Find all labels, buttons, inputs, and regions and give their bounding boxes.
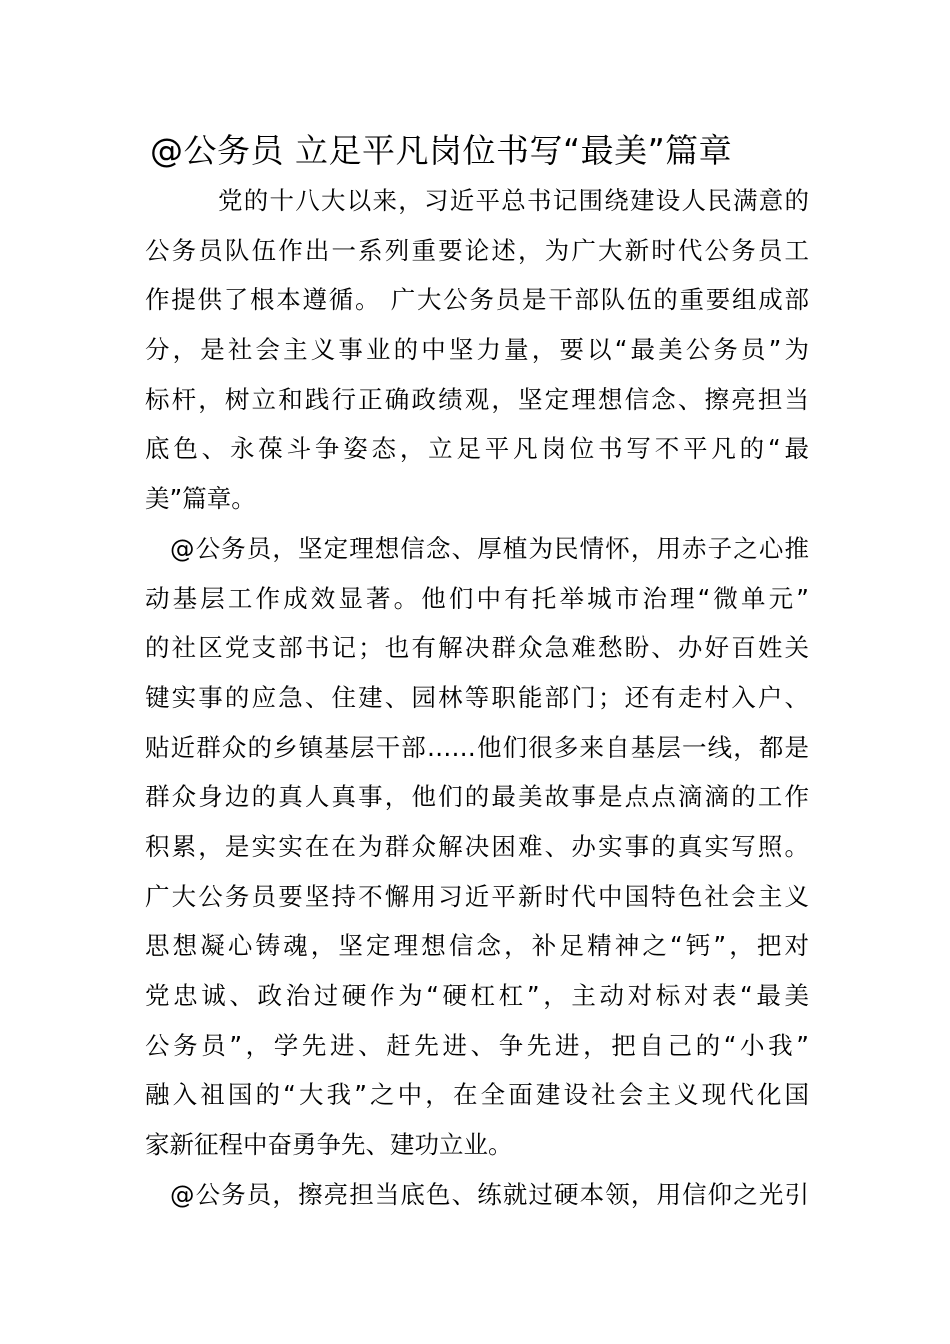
paragraph-1-line: 公务员队伍作出一系列重要论述，为广大新时代公务员工 <box>145 235 809 265</box>
paragraph-1-line: 作提供了根本遵循。 广大公务员是干部队伍的重要组成部 <box>145 285 809 315</box>
paragraph-1-line: 分，是社会主义事业的中坚力量，要以“最美公务员”为 <box>145 335 809 365</box>
paragraph-2-line: 融入祖国的“大我”之中，在全面建设社会主义现代化国 <box>145 1080 809 1110</box>
paragraph-1-line: 底色、永葆斗争姿态，立足平凡岗位书写不平凡的“最 <box>145 434 809 464</box>
paragraph-1-line: 党的十八大以来，习近平总书记围绕建设人民满意的 <box>218 186 809 215</box>
paragraph-2-line: 贴近群众的乡镇基层干部……他们很多来自基层一线，都是 <box>145 732 809 762</box>
paragraph-3-line: @公务员，擦亮担当底色、练就过硬本领，用信仰之光引 <box>170 1179 809 1209</box>
paragraph-2-line: @公务员，坚定理想信念、厚植为民情怀，用赤子之心推 <box>170 533 809 563</box>
paragraph-1-line: 标杆，树立和践行正确政绩观，坚定理想信念、擦亮担当 <box>145 384 809 414</box>
paragraph-2-line: 党忠诚、政治过硬作为“硬杠杠”，主动对标对表“最美 <box>145 981 809 1010</box>
paragraph-2-line: 公务员”，学先进、赶先进、争先进，把自己的“小我” <box>145 1030 809 1060</box>
paragraph-2-line: 的社区党支部书记；也有解决群众急难愁盼、办好百姓关 <box>145 633 809 663</box>
paragraph-2-line: 群众身边的真人真事，他们的最美故事是点点滴滴的工作 <box>145 782 809 812</box>
paragraph-2-line: 动基层工作成效显著。他们中有托举城市治理“微单元” <box>145 583 809 613</box>
paragraph-2-line: 家新征程中奋勇争先、建功立业。 <box>145 1130 513 1160</box>
paragraph-1-line: 美”篇章。 <box>145 484 256 514</box>
document-body <box>145 176 809 1219</box>
paragraph-2-line: 广大公务员要坚持不懈用习近平新时代中国特色社会主义 <box>145 881 809 911</box>
paragraph-2-line: 思想凝心铸魂，坚定理想信念，补足精神之“钙”，把对 <box>145 931 809 961</box>
paragraph-2-line: 键实事的应急、住建、园林等职能部门；还有走村入户、 <box>145 682 809 712</box>
paragraph-2-line: 积累，是实实在在为群众解决困难、办实事的真实写照。 <box>145 831 809 861</box>
document-title: @公务员 立足平凡岗位书写“最美”篇章 <box>150 131 733 170</box>
